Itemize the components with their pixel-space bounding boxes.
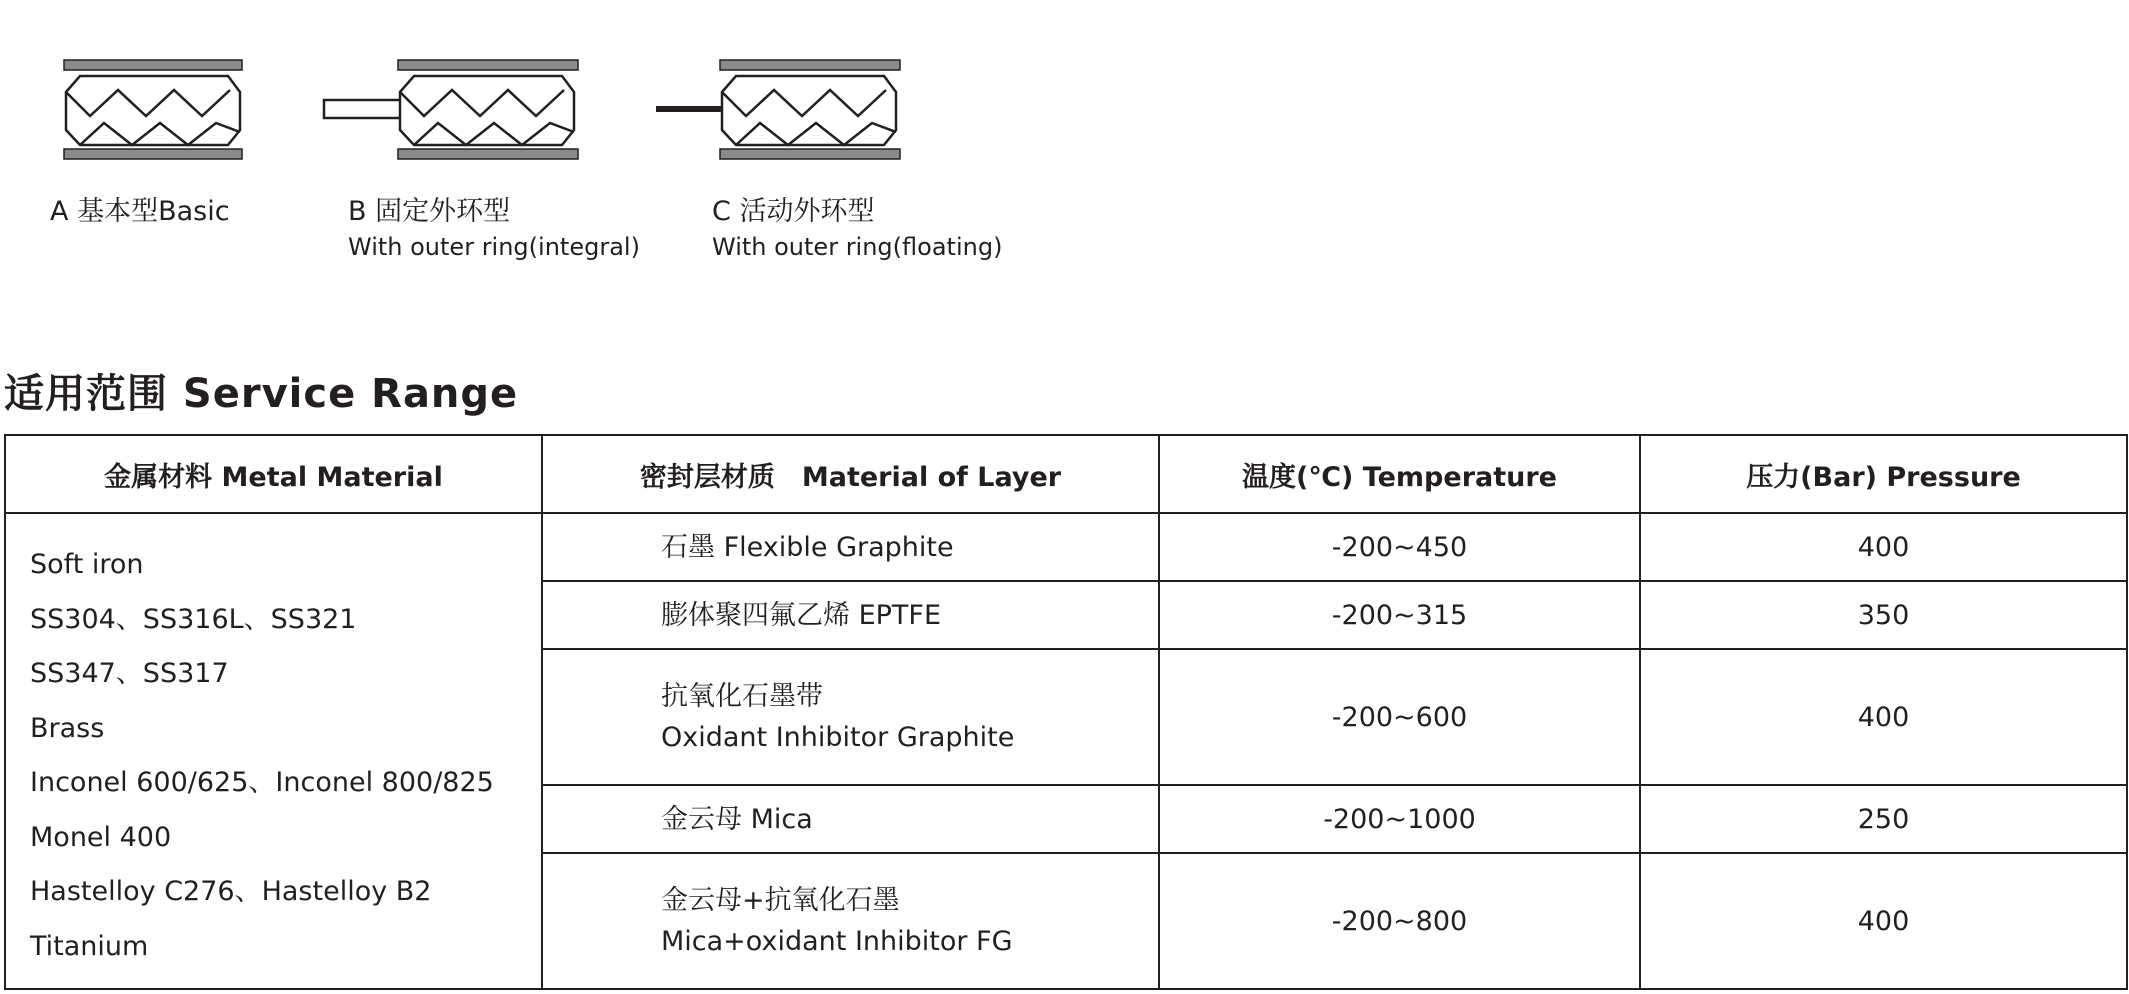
table-header-row bbox=[5, 435, 2127, 513]
list-item: SS304、SS316L、SS321 bbox=[30, 603, 357, 635]
layer-cell bbox=[542, 581, 1159, 649]
layer-name: 抗氧化石墨带 bbox=[661, 681, 823, 712]
layer-cell bbox=[542, 853, 1159, 989]
pressure-cell: 350 bbox=[1640, 581, 2127, 649]
temperature-cell: -200~450 bbox=[1159, 513, 1640, 581]
layer-name: 石墨 Flexible Graphite bbox=[661, 531, 954, 563]
caption-letter: C bbox=[712, 196, 731, 227]
service-range-table bbox=[4, 434, 2128, 990]
layer-name: 金云母 Mica bbox=[661, 803, 813, 835]
list-item: Brass bbox=[30, 712, 105, 744]
header-temperature: 温度(℃) Temperature bbox=[1159, 435, 1640, 513]
layer-name-en: Oxidant Inhibitor Graphite bbox=[661, 722, 1015, 753]
diagram-floating bbox=[654, 50, 904, 160]
pressure-cell: 400 bbox=[1640, 649, 2127, 785]
list-item: Monel 400 bbox=[30, 821, 172, 853]
metal-material-list bbox=[5, 513, 542, 989]
diagram-integral bbox=[322, 50, 592, 160]
layer-name: 金云母+抗氧化石墨 bbox=[661, 885, 900, 916]
integral-ring-gasket-icon bbox=[322, 50, 592, 160]
layer-name-en: Mica+oxidant Inhibitor FG bbox=[661, 926, 1013, 957]
caption-integral bbox=[348, 194, 640, 264]
caption-sub: With outer ring(integral) bbox=[348, 233, 640, 261]
pressure-cell: 400 bbox=[1640, 513, 2127, 581]
header-layer-material: 密封层材质 Material of Layer bbox=[542, 435, 1159, 513]
layer-cell bbox=[542, 513, 1159, 581]
layer-cell bbox=[542, 785, 1159, 853]
floating-ring-gasket-icon bbox=[654, 50, 904, 160]
caption-label: 活动外环型 bbox=[739, 196, 875, 227]
temperature-cell: -200~315 bbox=[1159, 581, 1640, 649]
caption-letter: B bbox=[348, 196, 367, 227]
list-item: Soft iron bbox=[30, 549, 144, 580]
caption-basic bbox=[50, 194, 230, 230]
caption-sub: With outer ring(floating) bbox=[712, 233, 1003, 261]
temperature-cell: -200~1000 bbox=[1159, 785, 1640, 853]
table-row bbox=[5, 513, 2127, 581]
pressure-cell: 250 bbox=[1640, 785, 2127, 853]
basic-gasket-icon bbox=[60, 50, 250, 160]
caption-label: 基本型Basic bbox=[77, 196, 230, 227]
diagram-basic bbox=[60, 50, 250, 160]
layer-cell bbox=[542, 649, 1159, 785]
list-item: Inconel 600/625、Inconel 800/825 bbox=[30, 767, 494, 798]
layer-name: 膨体聚四氟乙烯 EPTFE bbox=[661, 599, 942, 631]
list-item: Titanium bbox=[30, 930, 149, 962]
header-pressure: 压力(Bar) Pressure bbox=[1640, 435, 2127, 513]
list-item: Hastelloy C276、Hastelloy B2 bbox=[30, 876, 432, 907]
header-metal-material: 金属材料 Metal Material bbox=[5, 435, 542, 513]
caption-label: 固定外环型 bbox=[375, 196, 511, 227]
caption-letter: A bbox=[50, 196, 69, 227]
caption-floating bbox=[712, 194, 1002, 264]
list-item: SS347、SS317 bbox=[30, 658, 229, 689]
section-title: 适用范围 Service Range bbox=[4, 371, 519, 417]
pressure-cell: 400 bbox=[1640, 853, 2127, 989]
temperature-cell: -200~600 bbox=[1159, 649, 1640, 785]
temperature-cell: -200~800 bbox=[1159, 853, 1640, 989]
